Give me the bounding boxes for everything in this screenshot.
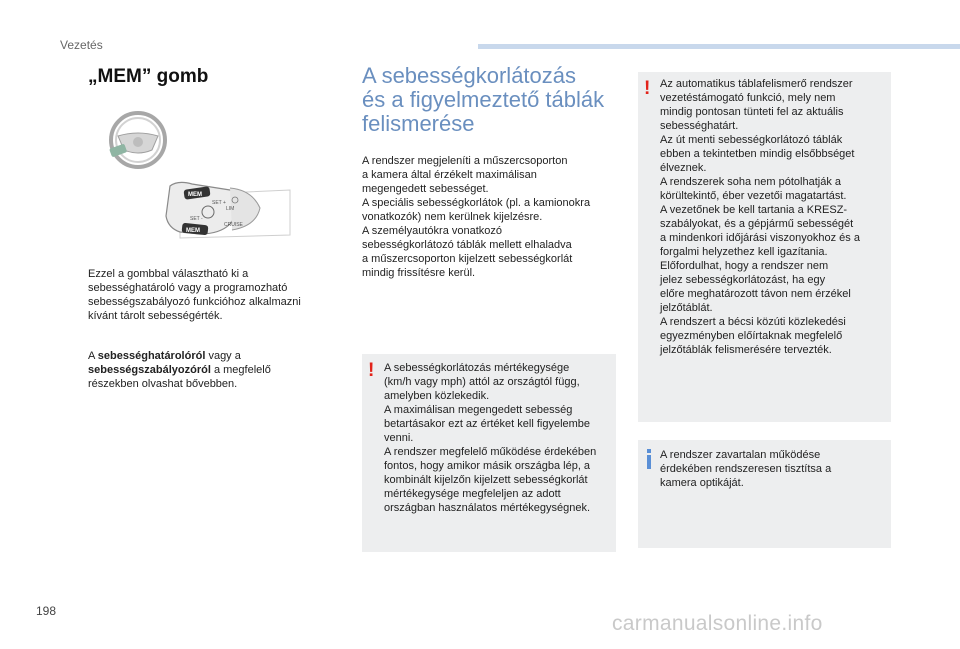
text-line: A személyautókra vonatkozó [362, 225, 503, 237]
text-line: egyezményben előírtaknak megfelelő [660, 330, 843, 342]
svg-text:CRUISE: CRUISE [224, 222, 243, 228]
text-line: előre meghatározott távon nem érzékel [660, 288, 851, 300]
text-line: érdekében rendszeresen tisztítsa a [660, 463, 832, 475]
text-line: vonatkozók) nem kerülnek kijelzésre. [362, 211, 543, 223]
text-line: mértékegysége megfeleljen az adott [384, 488, 561, 500]
text-line: mindig frissítésre kerül. [362, 267, 476, 279]
text-line: jelzőtáblák felismerésére tervezték. [660, 344, 832, 356]
text-line: A speciális sebességkorlátok (pl. a kamionokra [362, 197, 591, 209]
text-line: venni. [384, 432, 414, 444]
text-line: amelyben közlekedik. [384, 390, 490, 402]
speed-warning-box [362, 354, 616, 552]
steering-wheel-icon [109, 113, 165, 167]
text-line: kívánt tárolt sebességérték. [88, 310, 223, 322]
text-line: betartásakor ezt az értéket kell figyelembe [384, 418, 591, 430]
text-line: A maximálisan megengedett sebesség [384, 404, 573, 416]
page-number: 198 [36, 604, 57, 618]
link-cruise-control: sebességszabályozóról [88, 364, 211, 376]
text-line: sebességhatárt. [660, 120, 739, 132]
svg-text:MEM: MEM [188, 192, 202, 198]
text-line: a kamera által érzékelt maximálisan [362, 169, 537, 181]
text-line: sebességhatároló vagy a programozható [88, 282, 288, 294]
header-bar [478, 44, 960, 49]
text-line: jelez sebességkorlátozást, ha egy [660, 274, 826, 286]
text-line: sebességszabályozó funkcióhoz alkalmazni [88, 296, 301, 308]
text-line: sebességszabályozóról a megfelelő [88, 364, 271, 376]
text-line: élveznek. [660, 162, 707, 174]
text-line: a műszercsoporton kijelzett sebességkorlát [362, 253, 573, 265]
text-line: vezetéstámogató funkció, mely nem [660, 92, 836, 104]
mem-title: „MEM” gomb [88, 66, 209, 87]
steering-wheel-stalk-illustration [80, 100, 305, 250]
text-line: A rendszer megfelelő működése érdekében [384, 446, 597, 458]
warning-icon: ! [368, 360, 375, 381]
watermark: carmanualsonline.info [612, 612, 823, 635]
text-line: szabályokat, és a gépjármű sebességét [660, 218, 854, 230]
link-speed-limiter: sebességhatárolóról [97, 350, 206, 362]
text-line: Az automatikus táblafelismerő rendszer [660, 78, 853, 90]
svg-text:SET -: SET - [190, 216, 203, 222]
text-line: Ezzel a gombbal választható ki a [88, 268, 249, 280]
text-line: Előfordulhat, hogy a rendszer nem [660, 260, 829, 272]
info-box [638, 440, 891, 548]
text-line: országban használatos mértékegységnek. [384, 502, 591, 514]
text-line: A rendszer zavartalan működése [660, 449, 821, 461]
text-line: kombinált kijelzőn kijelzett sebességkorlát [384, 474, 588, 486]
text-line: megengedett sebességet. [362, 183, 489, 195]
text-line: A rendszerek soha nem pótolhatják a [660, 176, 842, 188]
text-line: részekben olvashat bővebben. [88, 378, 238, 390]
svg-text:LIM: LIM [226, 206, 235, 212]
warning-icon: ! [644, 78, 651, 99]
text-line: körültekintő, éber vezetői magatartást. [660, 190, 847, 202]
text-line: ebben a tekintetben mindig elsőbbséget [660, 148, 855, 160]
text-line: A rendszer megjeleníti a műszercsoporton [362, 155, 568, 167]
text-line: (km/h vagy mph) attól az országtól függ, [384, 376, 580, 388]
mem-intro [88, 267, 301, 323]
mem-reference [88, 349, 271, 391]
text-line: Az út menti sebességkorlátozó táblák [660, 134, 843, 146]
text-line: sebességkorlátozó táblák mellett elhaladva [362, 239, 572, 251]
cruise-control-stalk-icon [166, 182, 290, 238]
text-line: A sebességhatárolóról vagy a [88, 350, 241, 362]
text-line: A sebességkorlátozás mértékegysége [384, 362, 570, 374]
speed-section-title: A sebességkorlátozás és a figyelmeztető táblák felismerése [362, 63, 605, 136]
text-line: fontos, hogy amikor másik országba lép, a [384, 460, 591, 472]
speed-body [362, 154, 590, 280]
info-icon [647, 455, 651, 469]
text-line: forgalmi helyzethez kell igazítania. [660, 246, 828, 258]
text-line: jelzőtáblát. [660, 302, 713, 314]
mem-illustration [80, 100, 305, 250]
text-line: A vezetőnek be kell tartania a KRESZ- [660, 204, 848, 216]
section-label: Vezetés [60, 38, 103, 52]
text-line: a mindenkori időjárási viszonyokhoz és a [660, 232, 860, 244]
text-line: kamera optikáját. [660, 477, 744, 489]
text-line: A rendszert a bécsi közúti közlekedési [660, 316, 846, 328]
right-warning-box [638, 72, 891, 422]
svg-text:MEM: MEM [186, 228, 200, 234]
text-line: mindig pontosan tünteti fel az aktuális [660, 106, 844, 118]
svg-text:SET +: SET + [212, 200, 226, 206]
